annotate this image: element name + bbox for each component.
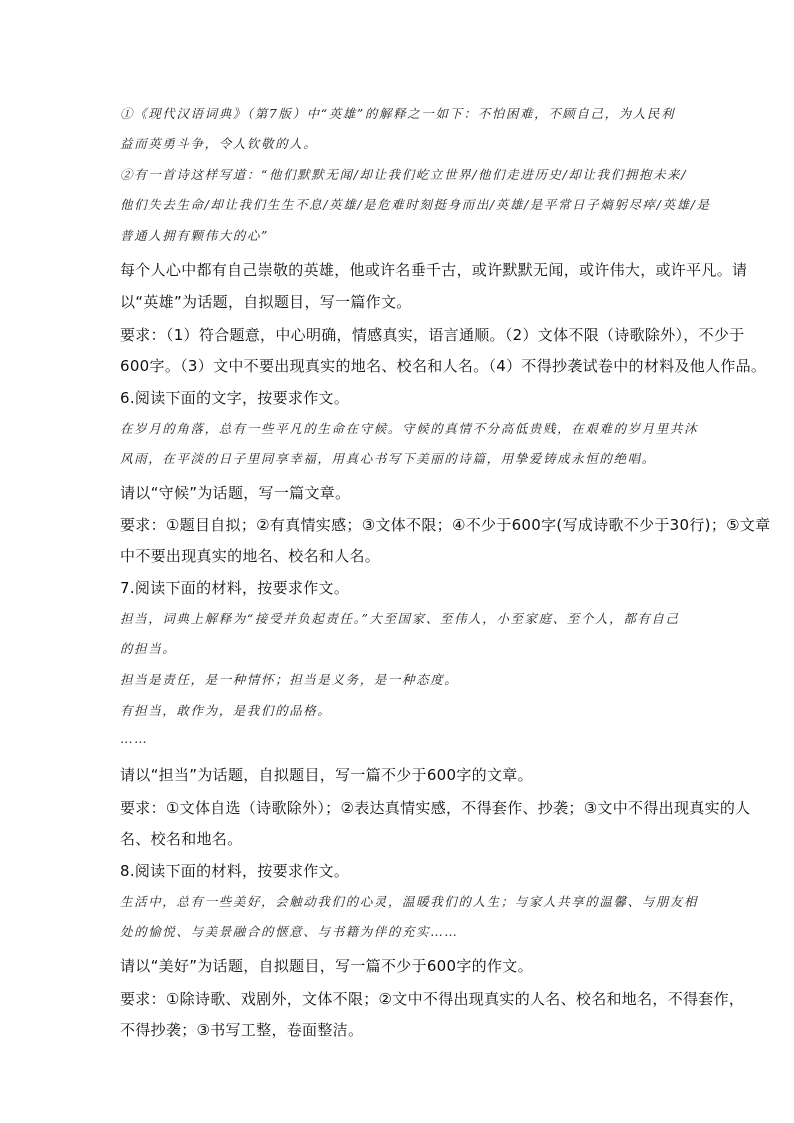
material-2-line-1: ②有一首诗这样写道：“他们默默无闻/却让我们屹立世界/他们走进历史/却让我们拥抱未来/ [120,167,688,182]
requirement-5-line-2: 600字。（3）文中不要出现真实的地名、校名和人名。（4）不得抄袭试卷中的材料及他人作品。 [120,357,767,375]
question-8-heading: 8.阅读下面的材料，按要求作文。 [120,862,350,880]
prompt-5-line-2: 以“英雄”为话题，自拟题目，写一篇作文。 [120,293,412,311]
prompt-7: 请以“担当”为话题，自拟题目，写一篇不少于600字的文章。 [120,766,533,784]
material-7-line-2: 的担当。 [120,641,177,656]
prompt-8: 请以“美好”为话题，自拟题目，写一篇不少于600字的作文。 [120,957,533,975]
requirement-7-line-2: 名、校名和地名。 [120,830,243,848]
material-7-line-4: 有担当，敢作为，是我们的品格。 [120,703,332,718]
material-7-ellipsis: …… [120,731,149,746]
requirement-5-line-1: 要求：（1）符合题意，中心明确，情感真实，语言通顺。（2）文体不限（诗歌除外），不少于 [120,326,745,344]
material-7-line-1: 担当，词典上解释为“接受并负起责任。”大至国家、至伟人，小至家庭、至个人，都有自己 [120,611,680,626]
material-6-line-1: 在岁月的角落，总有一些平凡的生命在守候。守候的真情不分高低贵贱，在艰难的岁月里共沐 [120,421,699,436]
prompt-5-line-1: 每个人心中都有自己崇敬的英雄，他或许名垂千古，或许默默无闻，或许伟大，或许平凡。请 [120,261,748,279]
material-6-line-2: 风雨，在平淡的日子里同享幸福，用真心书写下美丽的诗篇，用挚爱铸成永恒的绝唱。 [120,451,656,466]
question-7-heading: 7.阅读下面的材料，按要求作文。 [120,579,350,597]
requirement-6-line-2: 中不要出现真实的地名、校名和人名。 [120,547,381,565]
requirement-8-line-1: 要求：①除诗歌、戏剧外，文体不限；②文中不得出现真实的人名、校名和地名，不得套作， [120,990,745,1008]
material-1-line-2: 益而英勇斗争，令人钦敬的人。 [120,136,318,151]
material-7-line-3: 担当是责任，是一种情怀；担当是义务，是一种态度。 [120,672,459,687]
requirement-7-line-1: 要求：①文体自选（诗歌除外）；②表达真情实感，不得套作、抄袭；③文中不得出现真实的人 [120,799,751,817]
material-8-line-1: 生活中，总有一些美好，会触动我们的心灵，温暖我们的人生；与家人共享的温馨、与朋友相 [120,894,699,909]
requirement-8-line-2: 不得抄袭；③书写工整，卷面整洁。 [120,1021,364,1039]
question-6-heading: 6.阅读下面的文字，按要求作文。 [120,389,350,407]
material-8-line-2: 处的愉悦、与美景融合的惬意、与书籍为伴的充实…… [120,924,459,939]
prompt-6: 请以“守候”为话题，写一篇文章。 [120,484,351,502]
material-2-line-3: 普通人拥有颗伟大的心” [120,228,269,243]
material-1-line-1: ①《现代汉语词典》（第7版）中“英雄”的解释之一如下：不怕困难，不顾自己，为人民利 [120,106,676,121]
material-2-line-2: 他们失去生命/却让我们生生不息/英雄/是危难时刻挺身而出/英雄/是平常日子熵躬尽瘁/英雄/是 [120,197,711,212]
requirement-6-line-1: 要求：①题目自拟；②有真情实感；③文体不限；④不少于600字(写成诗歌不少于30行)；⑤文章 [120,516,771,534]
